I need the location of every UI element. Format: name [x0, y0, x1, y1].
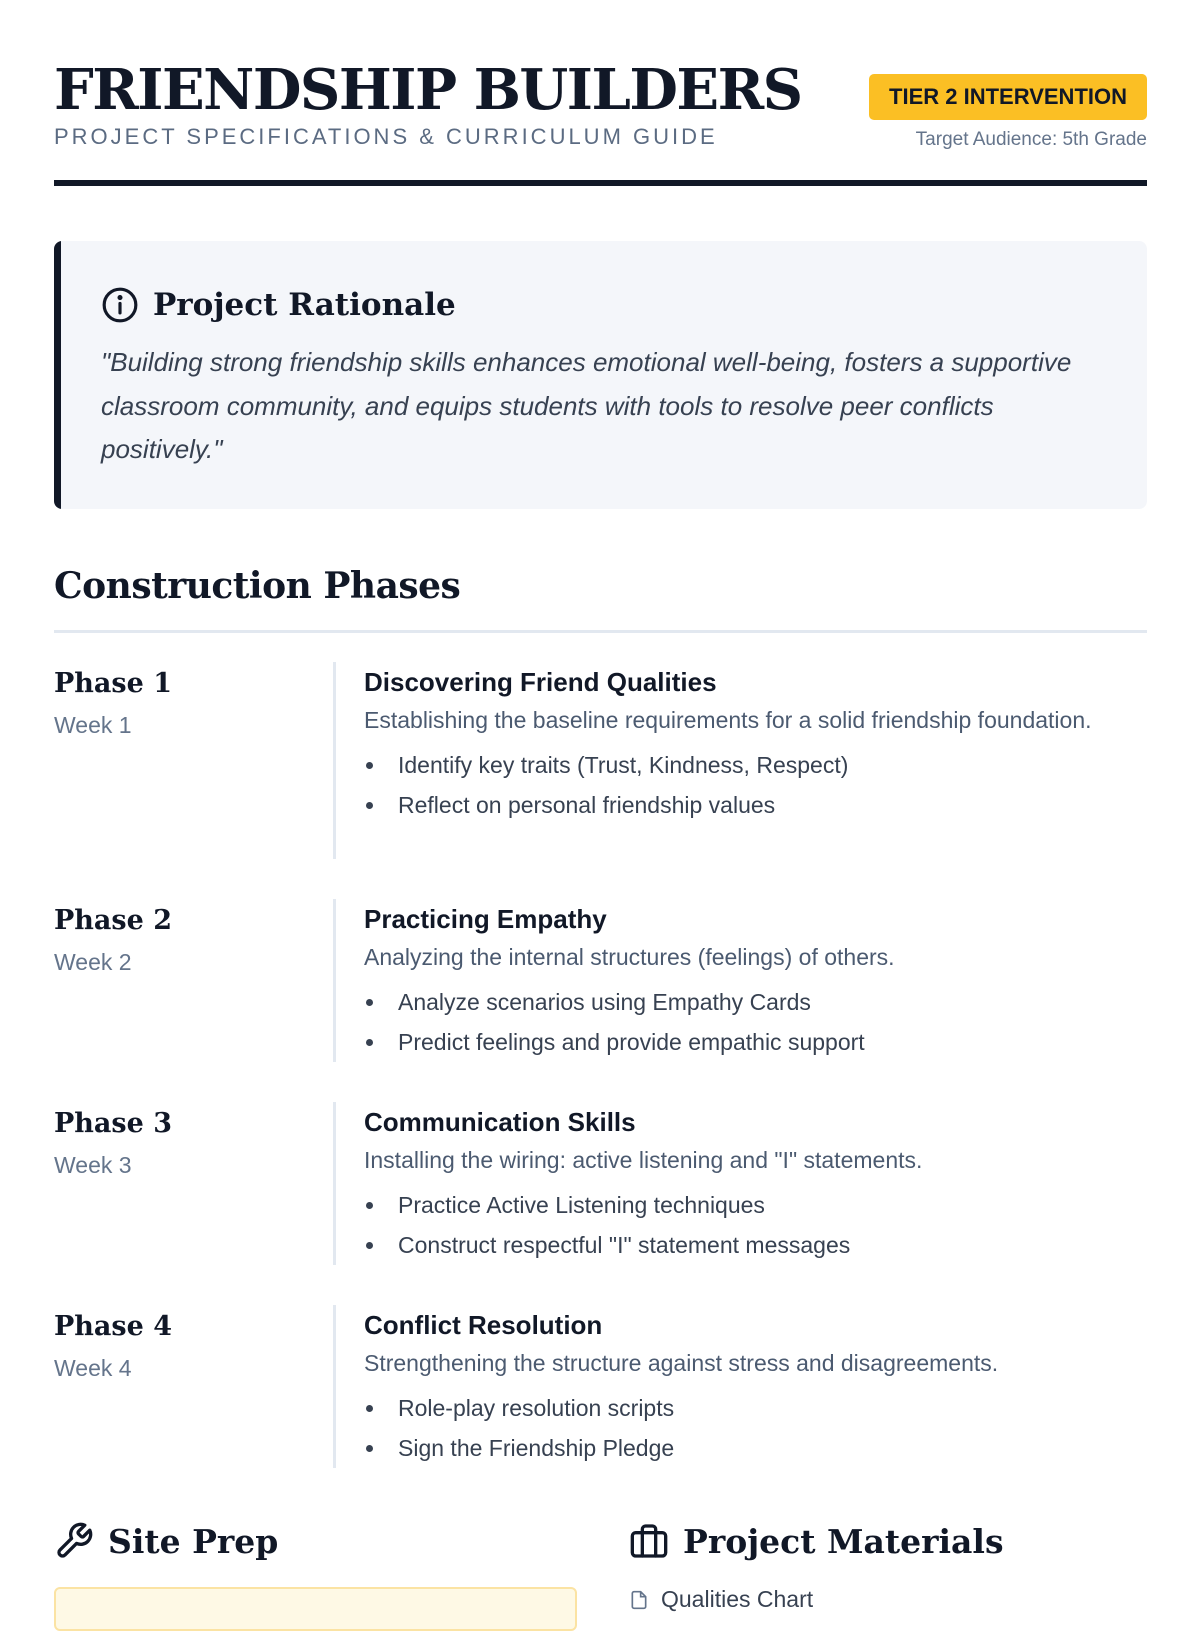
bullet-icon [366, 1242, 373, 1249]
bullet-icon [366, 1405, 373, 1412]
objective-text: Analyze scenarios using Empathy Cards [398, 989, 811, 1015]
phase-week: Week 4 [54, 1355, 132, 1381]
rationale-quote: "Building strong friendship skills enhances emotional well-being, fosters a supportive classroom community, and equips students with tools to resolve peer conflicts positively." [101, 347, 1072, 464]
objective-text: Identify key traits (Trust, Kindness, Respect) [398, 752, 849, 778]
phase-body [364, 1102, 1134, 1265]
objective-text: Reflect on personal friendship values [398, 792, 776, 818]
phase-body [364, 662, 1134, 825]
phase-row [54, 1102, 1147, 1265]
phase-timeline-line [333, 1102, 336, 1265]
material-label: Qualities Chart [661, 1586, 814, 1612]
phase-title: Practicing Empathy [364, 904, 607, 934]
bullet-icon [366, 1202, 373, 1209]
site-prep-panel [54, 1587, 577, 1631]
materials-heading [629, 1520, 1004, 1562]
target-audience: Target Audience: 5th Grade [915, 129, 1147, 150]
rationale-heading [101, 285, 456, 325]
phase-title: Communication Skills [364, 1107, 636, 1137]
rationale-accent-bar [54, 241, 61, 509]
phase-objectives [364, 982, 1134, 1062]
page-subtitle: PROJECT SPECIFICATIONS & CURRICULUM GUIDE [54, 124, 718, 149]
phase-objectives [364, 745, 1134, 825]
phase-label: Phase 1 [54, 668, 172, 699]
phase-body [364, 899, 1134, 1062]
bullet-icon [366, 762, 373, 769]
bullet-icon [366, 802, 373, 809]
phase-objectives [364, 1388, 1134, 1468]
objective-text: Sign the Friendship Pledge [398, 1435, 675, 1461]
objective-text: Role-play resolution scripts [398, 1395, 675, 1421]
rationale-panel [54, 241, 1147, 509]
toolbox-icon [629, 1521, 669, 1561]
phase-label: Phase 2 [54, 905, 172, 936]
header [54, 0, 1147, 186]
objective-text: Practice Active Listening techniques [398, 1192, 765, 1218]
list-item [364, 982, 1134, 1022]
bullet-icon [366, 999, 373, 1006]
phase-week: Week 2 [54, 949, 132, 975]
phase-timeline-line [333, 662, 336, 859]
phase-label: Phase 4 [54, 1311, 172, 1342]
phase-objectives [364, 1185, 1134, 1265]
phase-row [54, 662, 1147, 859]
list-item [364, 785, 1134, 825]
tier-badge: TIER 2 INTERVENTION [869, 74, 1147, 120]
list-item [364, 1388, 1134, 1428]
phase-timeline-line [333, 899, 336, 1062]
site-prep-title: Site Prep [108, 1521, 279, 1561]
phase-description: Analyzing the internal structures (feelings) of others. [364, 944, 895, 970]
phase-week: Week 3 [54, 1152, 132, 1178]
list-item [364, 1185, 1134, 1225]
section-divider [54, 630, 1147, 633]
list-item [364, 745, 1134, 785]
phase-description: Establishing the baseline requirements for a solid friendship foundation. [364, 707, 1092, 733]
rationale-title: Project Rationale [153, 287, 456, 323]
phase-label: Phase 3 [54, 1108, 172, 1139]
section-title-phases: Construction Phases [54, 565, 461, 607]
bullet-icon [366, 1445, 373, 1452]
phase-row [54, 899, 1147, 1062]
phase-body [364, 1305, 1134, 1468]
materials-title: Project Materials [683, 1521, 1004, 1561]
info-icon [101, 286, 139, 324]
wrench-icon [54, 1521, 94, 1561]
list-item [364, 1428, 1134, 1468]
page-title: FRIENDSHIP BUILDERS [54, 57, 802, 123]
page [54, 0, 1147, 1612]
list-item [364, 1225, 1134, 1265]
phase-description: Strengthening the structure against stress and disagreements. [364, 1350, 999, 1376]
site-prep-heading [54, 1520, 278, 1562]
phase-title: Discovering Friend Qualities [364, 667, 717, 697]
phase-description: Installing the wiring: active listening and "I" statements. [364, 1147, 923, 1173]
phase-row [54, 1305, 1147, 1468]
phase-title: Conflict Resolution [364, 1310, 603, 1340]
header-divider [54, 180, 1147, 186]
objective-text: Construct respectful "I" statement messages [398, 1232, 851, 1258]
phase-week: Week 1 [54, 712, 132, 738]
bullet-icon [366, 1039, 373, 1046]
objective-text: Predict feelings and provide empathic support [398, 1029, 865, 1055]
phase-timeline-line [333, 1305, 336, 1468]
list-item [364, 1022, 1134, 1062]
